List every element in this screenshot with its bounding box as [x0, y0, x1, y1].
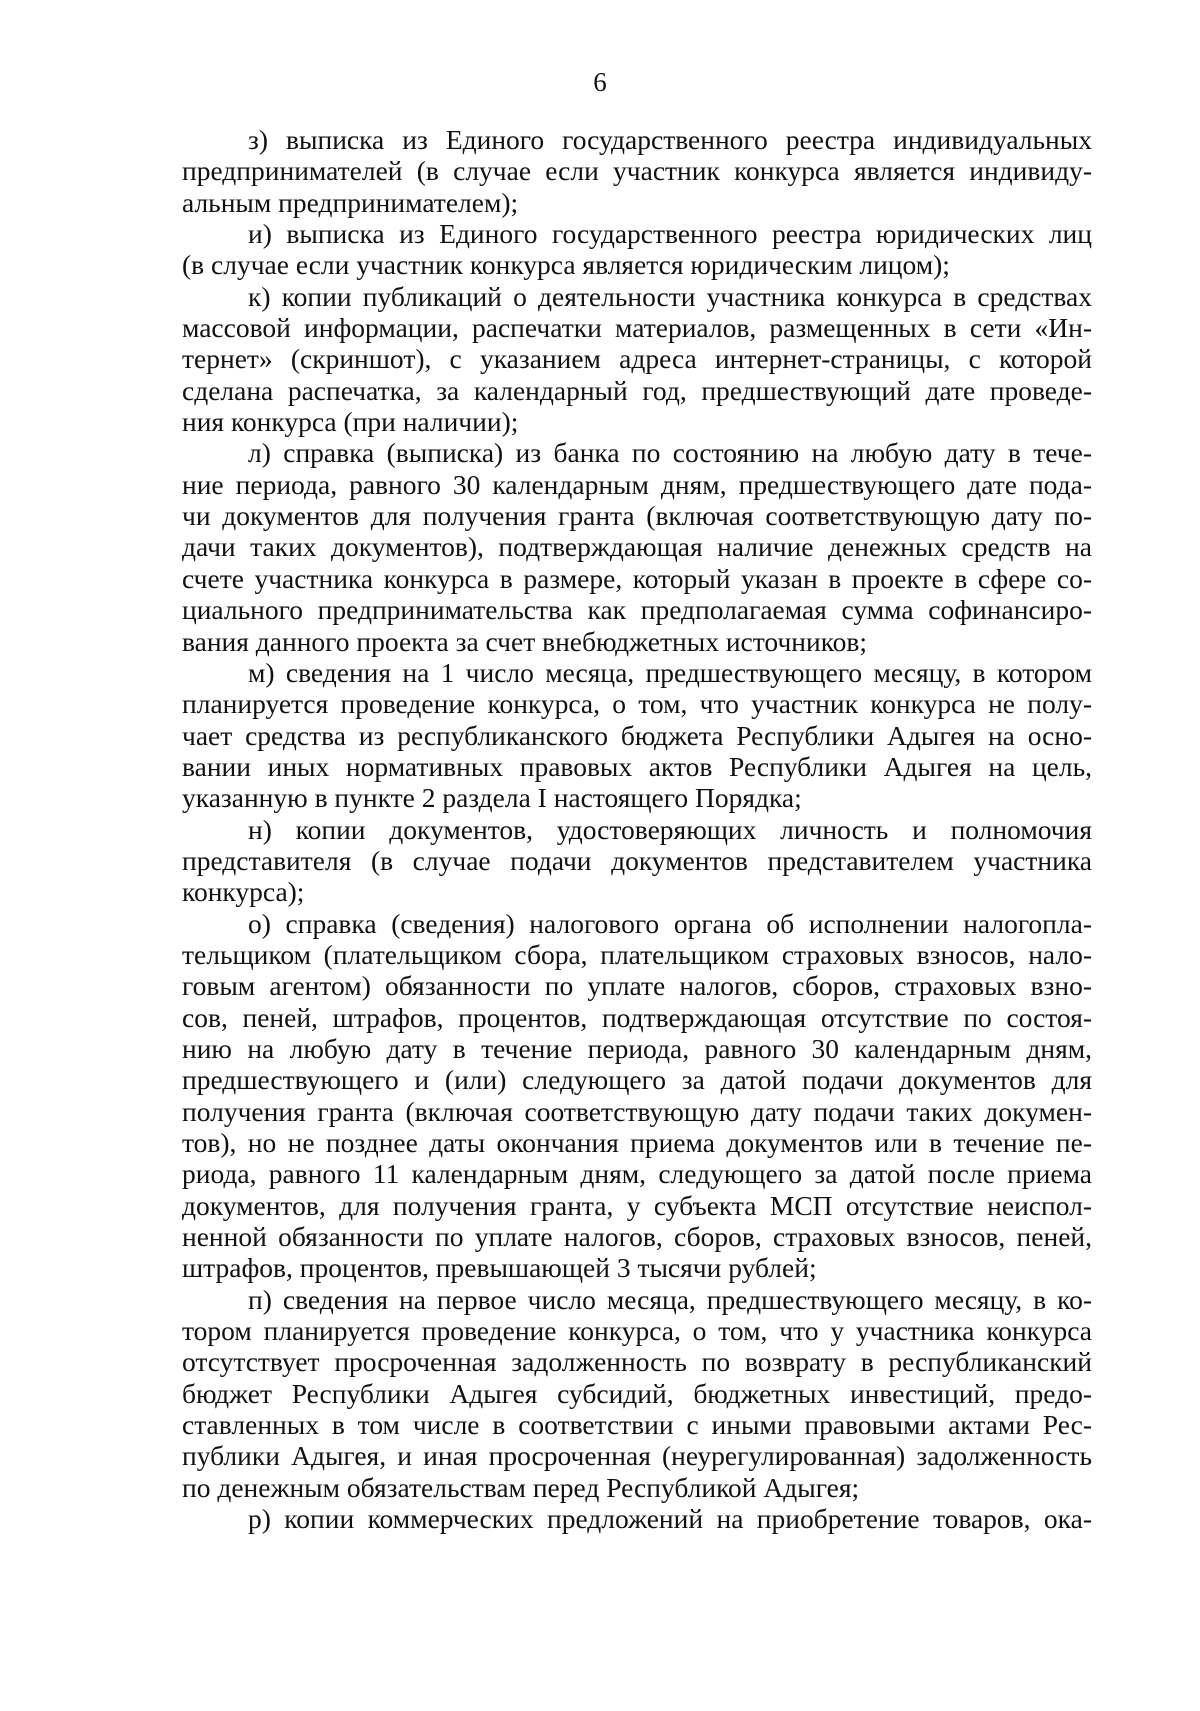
text-line: вании иных нормативных правовых актов Республики Адыгея на цель,: [182, 750, 1092, 782]
text-line: и) выписка из Единого государственного реестра юридических лиц: [248, 218, 1092, 250]
text-line: сделана распечатка, за календарный год, предшествующий дате проведе-: [182, 374, 1092, 406]
text-line: тельщиком (плательщиком сбора, плательщиком страховых взносов, нало-: [182, 938, 1092, 970]
text-line: риода, равного 11 календарным дням, следующего за датой после приема: [182, 1158, 1092, 1190]
text-line: чи документов для получения гранта (включая соответствующую дату по-: [182, 500, 1092, 532]
text-line: л) справка (выписка) из банка по состоянию на любую дату в тече-: [248, 437, 1092, 469]
text-line: альным предпринимателем);: [182, 186, 519, 218]
paragraph: [182, 908, 1092, 1284]
text-line: п) сведения на первое число месяца, предшествующего месяцу, в ко-: [248, 1283, 1092, 1315]
paragraph: [182, 218, 1092, 281]
document-body: [182, 124, 1092, 1534]
paragraph: [182, 1503, 1092, 1534]
paragraph: [182, 657, 1092, 814]
paragraph: [182, 281, 1092, 438]
text-line: массовой информации, распечатки материалов, размещенных в сети «Ин-: [182, 312, 1092, 344]
text-line: ния конкурса (при наличии);: [182, 406, 519, 438]
page-number: 6: [593, 67, 607, 97]
text-line: отсутствует просроченная задолженность по возврату в республиканский: [182, 1346, 1092, 1378]
text-line: р) копии коммерческих предложений на приобретение товаров, ока-: [248, 1503, 1092, 1535]
text-line: говым агентом) обязанности по уплате налогов, сборов, страховых взно-: [182, 970, 1092, 1002]
text-line: к) копии публикаций о деятельности участника конкурса в средствах: [248, 280, 1092, 312]
text-line: тернет» (скриншот), с указанием адреса интернет-страницы, с которой: [182, 343, 1092, 375]
text-line: тов), но не позднее даты окончания приема документов или в течение пе-: [182, 1127, 1092, 1158]
text-line: сов, пеней, штрафов, процентов, подтверждающая отсутствие по состоя-: [182, 1001, 1092, 1033]
text-line: з) выписка из Единого государственного реестра индивидуальных: [248, 124, 1092, 155]
text-line: ставленных в том числе в соответствии с иными правовыми актами Рес-: [182, 1409, 1092, 1441]
text-line: планируется проведение конкурса, о том, что участник конкурса не полу-: [182, 688, 1092, 720]
paragraph: [182, 437, 1092, 656]
text-line: ние периода, равного 30 календарным дням, предшествующего дате пода-: [182, 468, 1092, 500]
text-line: счете участника конкурса в размере, который указан в проекте в сфере со-: [182, 562, 1092, 594]
text-line: бюджет Республики Адыгея субсидий, бюджетных инвестиций, предо-: [182, 1377, 1092, 1409]
paragraph: [182, 124, 1092, 218]
text-line: циального предпринимательства как предполагаемая сумма софинансиро-: [182, 594, 1092, 626]
text-line: штрафов, процентов, превышающей 3 тысячи рублей;: [182, 1252, 817, 1284]
text-line: чает средства из республиканского бюджета Республики Адыгея на осно-: [182, 719, 1092, 751]
text-line: представителя (в случае подачи документов представителем участника: [182, 844, 1092, 876]
text-line: тором планируется проведение конкурса, о том, что у участника конкурса: [182, 1315, 1092, 1347]
text-line: публики Адыгея, и иная просроченная (неурегулированная) задолженность: [182, 1440, 1092, 1472]
text-line: вания данного проекта за счет внебюджетных источников;: [182, 625, 868, 657]
text-line: документов, для получения гранта, у субъекта МСП отсутствие неиспол-: [182, 1189, 1092, 1221]
paragraph: [182, 1284, 1092, 1503]
text-line: ненной обязанности по уплате налогов, сборов, страховых взносов, пеней,: [182, 1221, 1092, 1253]
text-line: (в случае если участник конкурса является юридическим лицом);: [182, 249, 950, 281]
text-line: указанную в пункте 2 раздела I настоящего Порядка;: [182, 782, 802, 814]
text-line: н) копии документов, удостоверяющих личность и полномочия: [248, 813, 1092, 845]
text-line: дачи таких документов), подтверждающая наличие денежных средств на: [182, 531, 1092, 563]
text-line: м) сведения на 1 число месяца, предшествующего месяцу, в котором: [248, 656, 1092, 688]
text-line: предпринимателей (в случае если участник конкурса является индивиду-: [182, 155, 1092, 187]
text-line: нию на любую дату в течение периода, равного 30 календарным дням,: [182, 1032, 1092, 1064]
text-line: предшествующего и (или) следующего за датой подачи документов для: [182, 1064, 1092, 1096]
text-line: по денежным обязательствам перед Республикой Адыгея;: [182, 1471, 860, 1503]
paragraph: [182, 814, 1092, 908]
text-line: конкурса);: [182, 876, 305, 908]
text-line: о) справка (сведения) налогового органа об исполнении налогопла-: [248, 907, 1092, 939]
text-line: получения гранта (включая соответствующую дату подачи таких докумен-: [182, 1095, 1092, 1127]
